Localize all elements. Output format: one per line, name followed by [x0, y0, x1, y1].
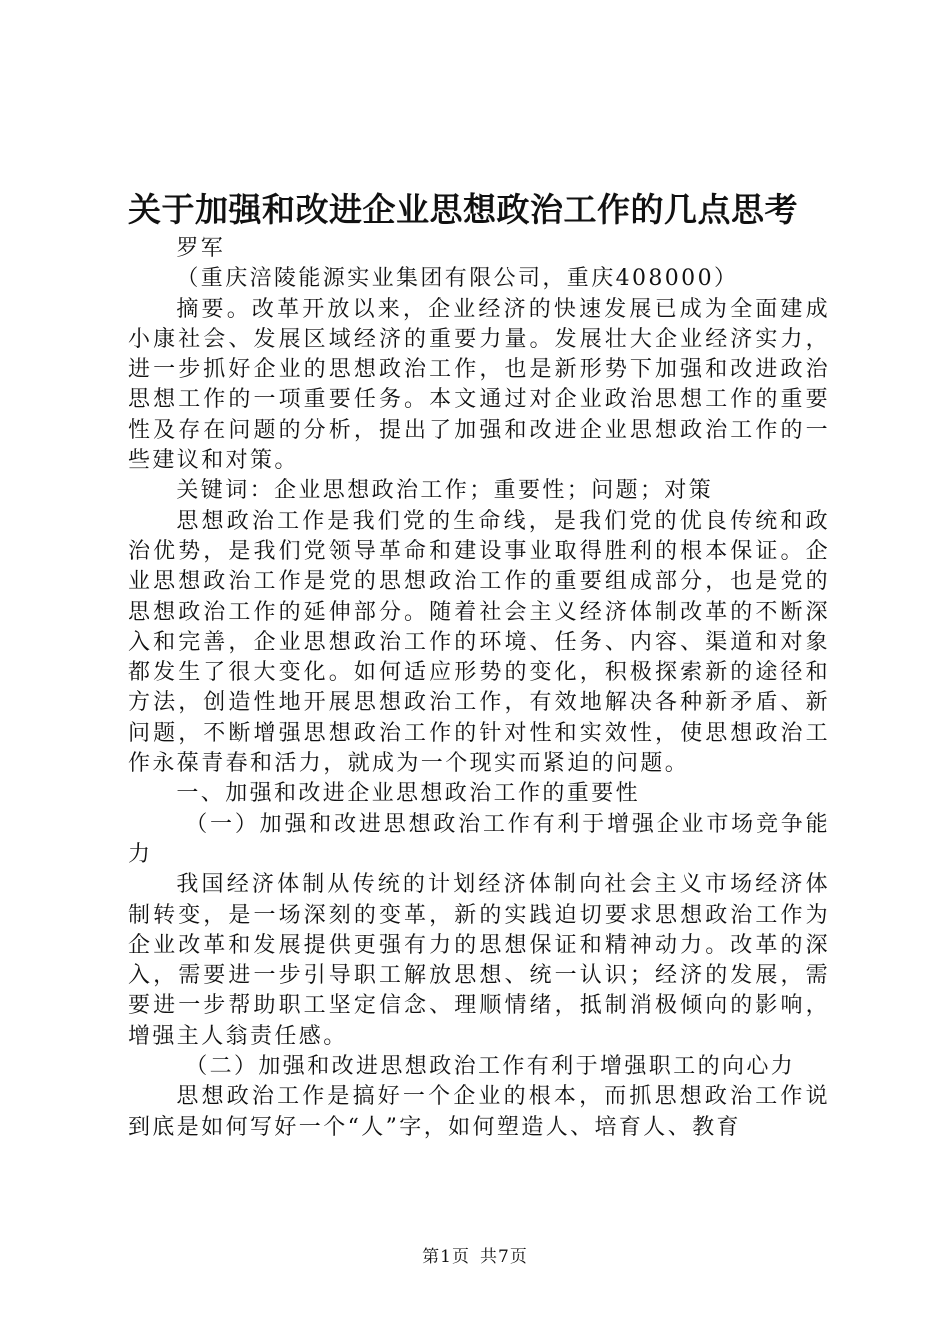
author-name: 罗军: [176, 236, 226, 261]
abstract-paragraph: 摘要。改革开放以来，企业经济的快速发展已成为全面建成小康社会、发展区域经济的重要力量。发展壮大企业经济实力，进一步抓好企业的思想政治工作，也是新形势下加强和改进政治思想工作的一项重要任务。本文通过对企业政治思想工作的重要性及存在问题的分析，提出了加强和改进企业思想政治工作的一些建议和对策。: [128, 296, 830, 474]
document-body: [128, 234, 830, 1143]
body-paragraph: 思想政治工作是搞好一个企业的根本，而抓思想政治工作说到底是如何写好一个“人”字，如何塑造人、培育人、教育: [128, 1084, 830, 1140]
subsection-heading: （一）加强和改进思想政治工作有利于增强企业市场竞争能力: [128, 811, 830, 867]
page-number: 第1页: [422, 1247, 470, 1267]
body-paragraph: 我国经济体制从传统的计划经济体制向社会主义市场经济体制转变，是一场深刻的变革，新的实践迫切要求思想政治工作为企业改革和发展提供更强有力的思想保证和精神动力。改革的深入，需要进一步引导职工解放思想、统一认识；经济的发展，需要进一步帮助职工坚定信念、理顺情绪，抵制消极倾向的影响，增强主人翁责任感。: [128, 872, 830, 1049]
author-affiliation: （重庆涪陵能源实业集团有限公司，重庆408000）: [176, 266, 739, 292]
page-total: 共7页: [480, 1247, 528, 1267]
page-footer: [0, 1242, 950, 1267]
keywords-line: 关键词：企业思想政治工作；重要性；问题；对策: [176, 478, 714, 504]
section-heading: 一、加强和改进企业思想政治工作的重要性: [176, 781, 640, 807]
intro-paragraph: 思想政治工作是我们党的生命线，是我们党的优良传统和政治优势，是我们党领导革命和建设事业取得胜利的根本保证。企业思想政治工作是党的思想政治工作的重要组成部分，也是党的思想政治工作的延伸部分。随着社会主义经济体制改革的不断深入和完善，企业思想政治工作的环境、任务、内容、渠道和对象都发生了很大变化。如何适应形势的变化，积极探索新的途径和方法，创造性地开展思想政治工作，有效地解决各种新矛盾、新问题，不断增强思想政治工作的针对性和实效性，使思想政治工作永葆青春和活力，就成为一个现实而紧迫的问题。: [128, 508, 830, 777]
document-title: 关于加强和改进企业思想政治工作的几点思考: [128, 190, 798, 229]
subsection-heading: （二）加强和改进思想政治工作有利于增强职工的向心力: [185, 1054, 796, 1080]
